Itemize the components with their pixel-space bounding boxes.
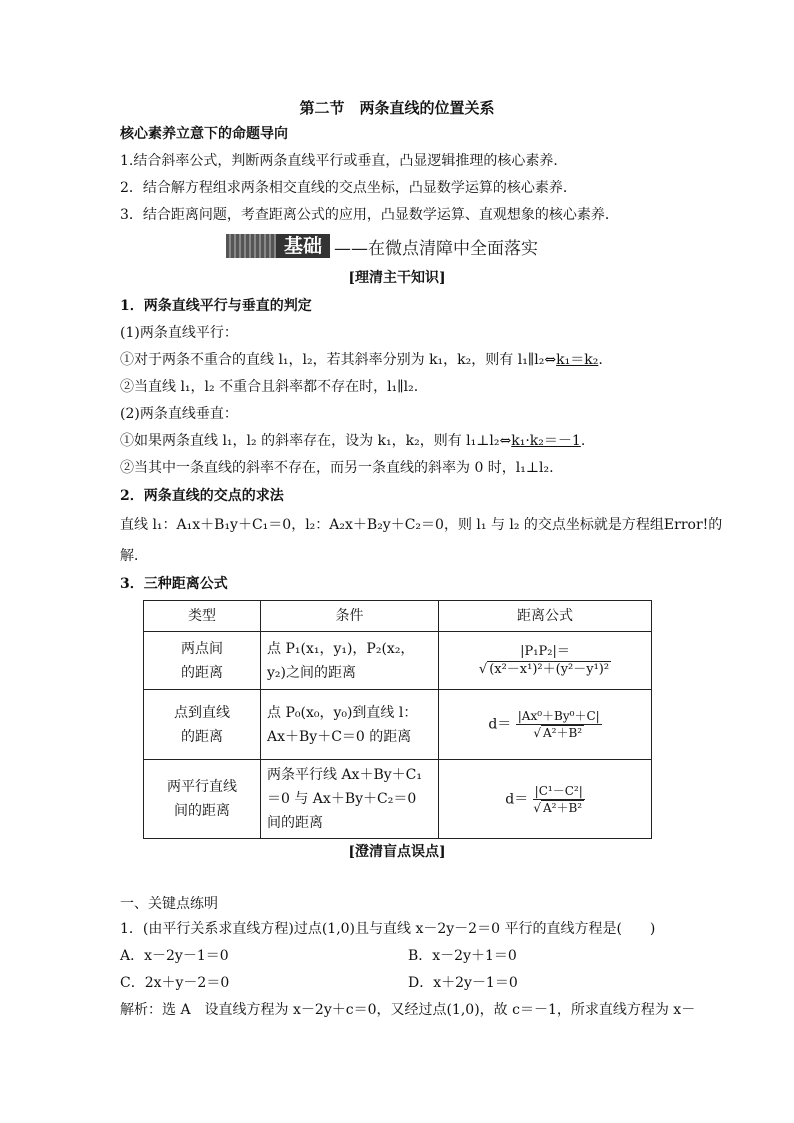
- banner-title: 基础: [276, 234, 330, 258]
- table-cell-condition: 点 P₁(x₁，y₁)，P₂(x₂，y₂)之间的距离: [261, 632, 439, 690]
- guide-heading: 核心素养立意下的命题导向: [120, 126, 288, 142]
- k2-heading: 2．两条直线的交点的求法: [120, 488, 284, 504]
- formula-lhs: d＝: [488, 716, 512, 733]
- section-heading-knowledge: [理清主干知识]: [348, 270, 446, 286]
- formula-fraction: [533, 783, 585, 816]
- option-b: B．x－2y＋1＝0: [408, 948, 517, 964]
- answer-explanation: 解析：选 A 设直线方程为 x－2y＋c＝0，又经过点(1,0)，故 c＝－1，所求直线方程为 x－: [120, 1002, 696, 1018]
- type-line-1: 两平行直线: [167, 779, 237, 795]
- k1-parallel-heading: (1)两条直线平行：: [120, 325, 238, 341]
- table-row: [144, 690, 652, 760]
- type-line-1: 点到直线: [174, 704, 230, 721]
- guide-item-1: 1.结合斜率公式，判断两条直线平行或垂直，凸显逻辑推理的核心素养．: [120, 153, 568, 169]
- formula-sqrt: √ (x²－x¹)²＋(y²－y¹)²: [478, 661, 610, 677]
- table-cell-type: [144, 632, 261, 690]
- k1-perp-1-text: ①如果两条直线 l₁，l₂ 的斜率存在，设为 k₁，k₂，则有 l₁⊥l₂⇔: [120, 433, 512, 449]
- table-cell-formula: [439, 760, 652, 839]
- table-cell-type: [144, 760, 261, 839]
- table-cell-condition: 点 P₀(x₀，y₀)到直线 l：Ax＋By＋C＝0 的距离: [261, 690, 439, 760]
- k1-perp-item-2: ②当其中一条直线的斜率不存在，而另一条直线的斜率为 0 时，l₁⊥l₂.: [120, 460, 554, 476]
- fraction-denominator: √ A²＋B²: [533, 800, 583, 815]
- option-d: D．x＋2y－1＝0: [408, 975, 518, 991]
- question-1: 1．(由平行关系求直线方程)过点(1,0)且与直线 x－2y－2＝0 平行的直线方程是( ): [120, 921, 656, 937]
- table-row: [144, 632, 652, 690]
- fraction-denominator: √ A²＋B²: [533, 726, 583, 740]
- k1-parallel-item-1: [120, 350, 603, 370]
- denominator-radicand: A²＋B²: [542, 800, 583, 815]
- table-cell-type: [144, 690, 261, 760]
- k2-line: 直线 l₁：A₁x＋B₁y＋C₁＝0，l₂：A₂x＋B₂y＋C₂＝0，则 l₁ 与 l₂ 的交点坐标就是方程组Error!的: [120, 517, 723, 533]
- k1-parallel-1-answer: k₁＝k₂: [556, 352, 599, 368]
- table-cell-formula: [439, 690, 652, 760]
- formula-lhs: d＝: [505, 791, 529, 807]
- table-header-type: 类型: [144, 601, 261, 632]
- k1-parallel-1-text: ①对于两条不重合的直线 l₁，l₂，若其斜率分别为 k₁，k₂，则有 l₁∥l₂⇔: [120, 352, 557, 368]
- distance-formula-table: [143, 600, 652, 839]
- k1-parallel-1-end: .: [598, 352, 603, 368]
- table-row: [144, 760, 652, 839]
- banner-subtitle: ——在微点清障中全面落实: [334, 238, 539, 259]
- option-a: A．x－2y－1＝0: [120, 948, 229, 964]
- k1-perp-heading: (2)两条直线垂直：: [120, 406, 238, 422]
- formula-fraction: [516, 708, 602, 741]
- type-line-1: 两点间: [181, 640, 223, 657]
- k1-perp-1-end: .: [580, 433, 586, 449]
- k1-parallel-item-2: ②当直线 l₁，l₂ 不重合且斜率都不存在时，l₁∥l₂.: [120, 379, 419, 395]
- practice-heading: 一、关键点练明: [120, 896, 218, 912]
- sqrt-radicand: (x²－x¹)²＋(y²－y¹)²: [489, 661, 610, 677]
- table-header-condition: 条件: [261, 601, 439, 632]
- denominator-radicand: A²＋B²: [542, 726, 583, 740]
- k1-perp-1-answer: k₁·k₂＝－1: [511, 433, 581, 449]
- k1-perp-item-1: [120, 431, 585, 451]
- type-line-2: 的距离: [181, 728, 223, 745]
- banner-bar: [226, 234, 276, 258]
- formula-top: |P₁P₂|＝: [520, 643, 570, 659]
- section-heading-pitfalls: [澄清盲点误点]: [348, 844, 446, 860]
- option-c: C．2x＋y－2＝0: [120, 975, 230, 991]
- section-banner: [226, 233, 538, 259]
- guide-item-2: 2．结合解方程组求两条相交直线的交点坐标，凸显数学运算的核心素养．: [120, 180, 577, 196]
- fraction-numerator: |Ax⁰＋By⁰＋C|: [517, 709, 600, 723]
- page-title: 第二节 两条直线的位置关系: [299, 99, 495, 117]
- table-header-row: [144, 601, 652, 632]
- k2-line-2: 解．: [120, 548, 148, 564]
- fraction-numerator: |C¹－C²|: [534, 783, 583, 798]
- table-cell-condition: 两条平行线 Ax＋By＋C₁＝0 与 Ax＋By＋C₂＝0 间的距离: [261, 760, 439, 839]
- table-cell-formula: [439, 632, 652, 690]
- guide-item-3: 3．结合距离问题，考查距离公式的应用，凸显数学运算、直观想象的核心素养．: [120, 207, 619, 223]
- type-line-2: 的距离: [181, 664, 223, 681]
- k1-heading: 1．两条直线平行与垂直的判定: [120, 298, 312, 314]
- k3-heading: 3．三种距离公式: [120, 576, 228, 592]
- type-line-2: 间的距离: [174, 803, 230, 819]
- table-header-formula: 距离公式: [439, 601, 652, 632]
